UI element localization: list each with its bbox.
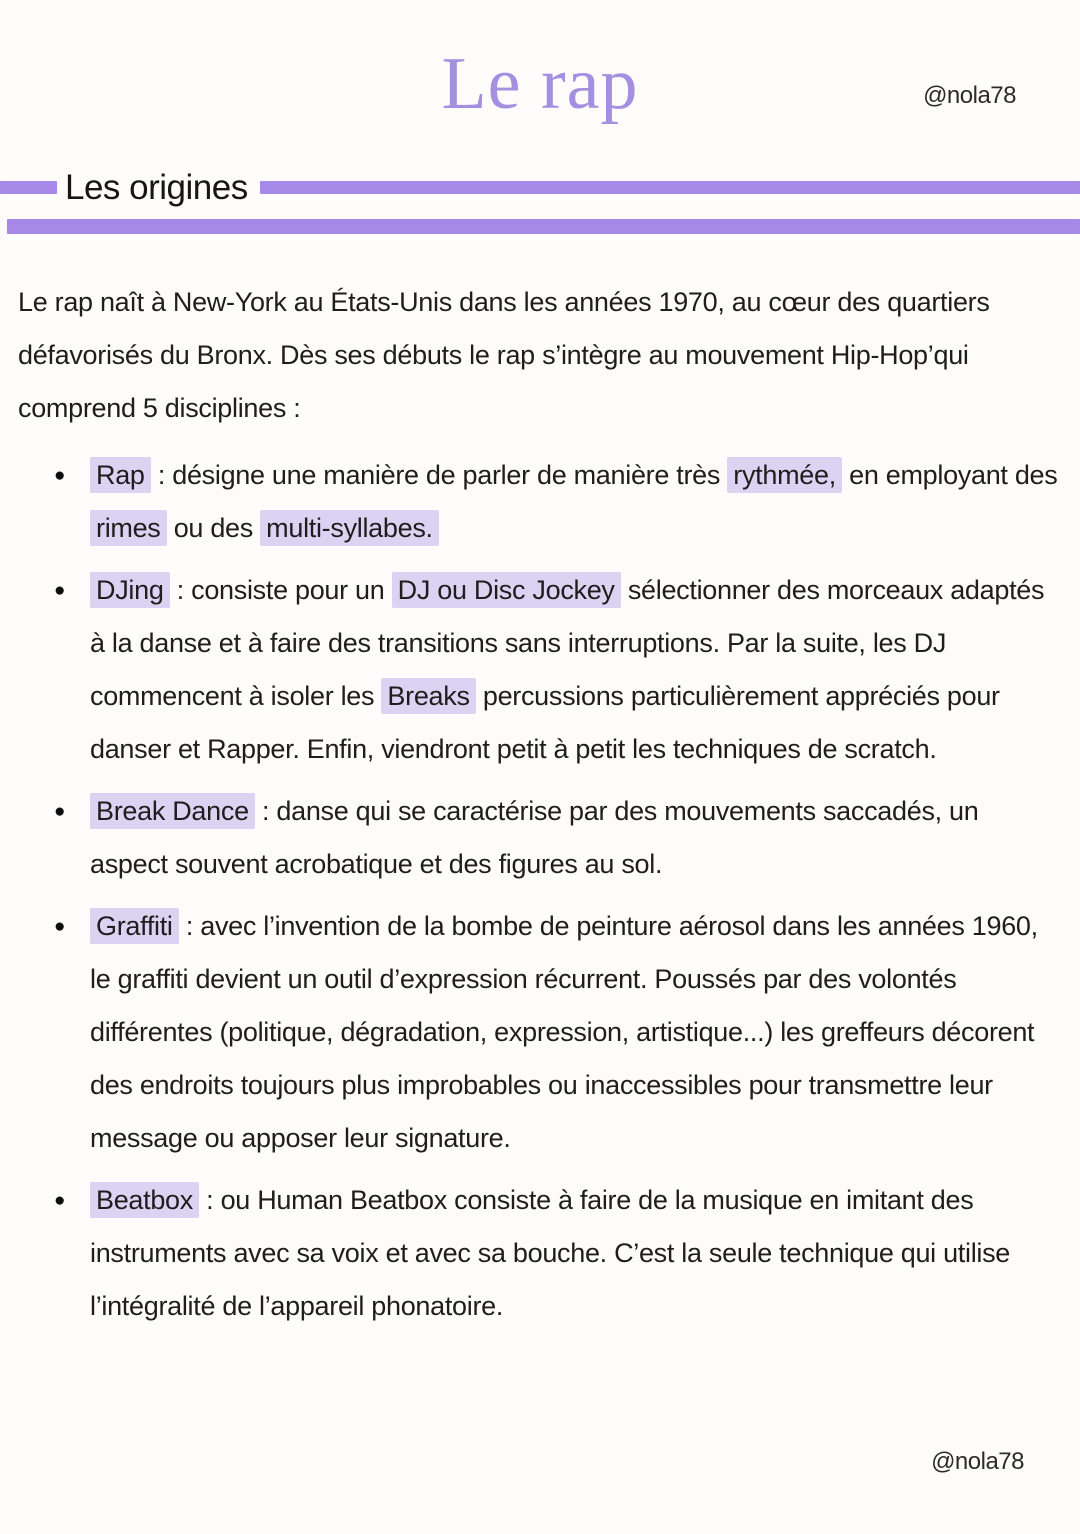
author-handle-bottom: @nola78 bbox=[931, 1448, 1024, 1475]
list-item-text: : désigne une manière de parler de manière très bbox=[150, 459, 728, 490]
page-header bbox=[0, 0, 1080, 124]
intro-paragraph: Le rap naît à New-York au États-Unis dans les années 1970, au cœur des quartiers défavorisés du Bronx. Dès ses débuts le rap s’intègre au mouvement Hip-Hop’qui comprend 5 disciplines : bbox=[18, 286, 990, 423]
section-title: Les origines bbox=[65, 167, 248, 207]
section-underline-bar bbox=[7, 219, 1080, 234]
list-item bbox=[18, 1174, 1060, 1333]
page-title: Le rap bbox=[441, 43, 639, 125]
highlighted-term: Graffiti bbox=[90, 908, 179, 944]
section-header bbox=[0, 168, 1080, 208]
content-area bbox=[0, 276, 1080, 1333]
list-item-text: : consiste pour un bbox=[169, 574, 392, 605]
highlighted-term: Rap bbox=[90, 457, 151, 493]
list-item-text: en employant des bbox=[841, 459, 1058, 490]
highlighted-term: Breaks bbox=[381, 678, 475, 714]
list-item-text: ou des bbox=[166, 512, 261, 543]
highlighted-term: multi-syllabes. bbox=[260, 510, 439, 546]
disciplines-list bbox=[18, 449, 1060, 1333]
list-item-text: : avec l’invention de la bombe de peinture aérosol dans les années 1960, le graffiti devient un outil d’expression récurrent. Poussés par des volontés différentes (politique, dégradation, expression, artistique...) les greffeurs décorent des endroits toujours plus improbables ou inaccessibles pour transmettre leur message ou apposer leur signature. bbox=[90, 910, 1038, 1153]
list-item bbox=[18, 449, 1060, 555]
list-item-text: : danse qui se caractérise par des mouvements saccadés, un aspect souvent acrobatique et des figures au sol. bbox=[90, 795, 979, 879]
highlighted-term: rythmée, bbox=[727, 457, 842, 493]
highlighted-term: rimes bbox=[90, 510, 167, 546]
list-item-text: : ou Human Beatbox consiste à faire de la musique en imitant des instruments avec sa voix et avec sa bouche. C’est la seule technique qui utilise l’intégralité de l’appareil phonatoire. bbox=[90, 1184, 1011, 1321]
list-item-text: percussions particulièrement appréciés pour danser et Rapper. Enfin, viendront petit à petit les techniques de scratch. bbox=[90, 680, 1000, 764]
list-item bbox=[18, 564, 1060, 776]
highlighted-term: Break Dance bbox=[90, 793, 255, 829]
highlighted-term: Beatbox bbox=[90, 1182, 199, 1218]
highlighted-term: DJing bbox=[90, 572, 170, 608]
author-handle-top: @nola78 bbox=[923, 82, 1016, 109]
list-item-text: sélectionner des morceaux adaptés à la danse et à faire des transitions sans interruptions. Par la suite, les DJ commencent à isoler les bbox=[90, 574, 1045, 711]
list-item bbox=[18, 900, 1060, 1165]
section-bar-left bbox=[0, 181, 57, 194]
highlighted-term: DJ ou Disc Jockey bbox=[392, 572, 621, 608]
section-bar-right bbox=[260, 181, 1080, 194]
list-item bbox=[18, 785, 1060, 891]
